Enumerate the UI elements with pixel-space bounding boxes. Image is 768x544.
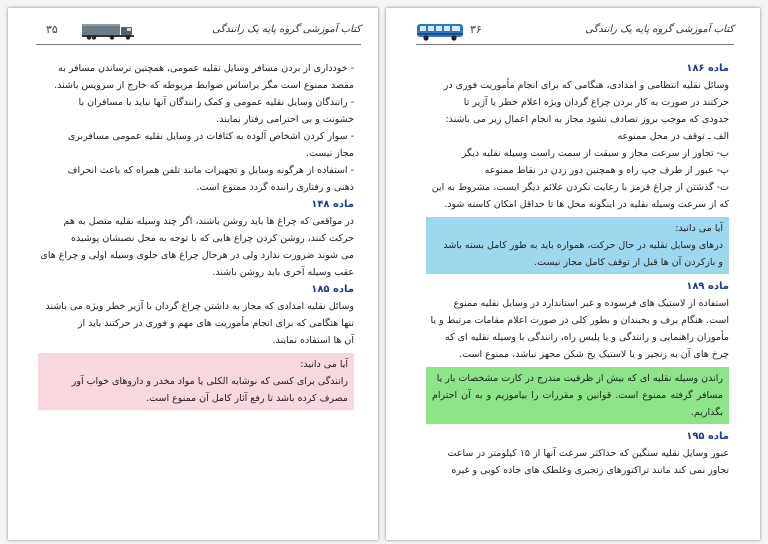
- text-line: رانندگی برای کسی که نوشابه الکلی یا مواد مخدر و داروهای خواب آور: [71, 376, 348, 387]
- page-number: ۳۵: [46, 23, 58, 36]
- text-line: حرکت کنند، روشن کردن چراغ هایی که با توجه به محل نصبشان پوشیده: [70, 233, 354, 244]
- left-page: [8, 8, 378, 540]
- header-rule: [416, 44, 734, 45]
- text-line: درهای وسایل نقلیه در حال حرکت، همواره باید به طور کامل بسته باشد: [443, 240, 723, 251]
- text-line: می شوند ضرورت ندارد ولی در هرحال چراغ های جلوی وسیله اولی و چراغ های: [40, 250, 354, 261]
- text-line: است. هنگام برف و یخبندان و بطور کلی در صورت اعلام مقامات مرتبط و یا: [430, 315, 729, 326]
- text-line: تجاوز نمی کند مانند تراکتورهای زنجیری وغلطک های جاده کوبی و غیره: [451, 465, 729, 476]
- text-line: مسافر گرفته ممنوع است. قوانین و مقررات را بیاموزیم و به آن احترام بگذاریم.: [432, 390, 723, 418]
- text-line: استفاده از لاستیک های فرسوده و غیر استاندارد در وسایل نقلیه ممنوع: [453, 298, 729, 309]
- text-line: - خودداری از بردن مسافر وسایل نقلیه عمومی، همچنین نرساندن مسافر به: [57, 63, 354, 74]
- right-page: [386, 8, 760, 540]
- page-header: [416, 20, 734, 44]
- text-line: حرکتند در صورت به کار بردن چراغ گردان ویژه اعلام خطر یا آژیر تا: [463, 97, 729, 108]
- did-you-know-box: [426, 217, 729, 274]
- truck-icon: [82, 22, 136, 44]
- page-body: [426, 60, 729, 479]
- text-line: که از سرعت وسیله نقلیه در اینگونه محل ها تا حداقل امکان کاسته شود.: [444, 199, 729, 210]
- text-line: وسائل نقلیه انتظامی و امدادی، هنگامی که برای انجام مأموریت فوری در: [443, 80, 729, 91]
- text-line: در مواقعی که چراغ ها باید روشن باشند، اگر چند وسیله نقلیه متصل به هم: [63, 216, 354, 227]
- text-line: - استفاده از هرگونه وسایل و تجهیزات مانند تلفن همراه که باعث انحراف: [67, 165, 354, 176]
- text-line: آن ها استفاده نمایند.: [272, 335, 354, 346]
- section-heading: ماده ۱۸۶: [686, 63, 729, 74]
- text-line: مجاز نیست.: [305, 148, 354, 159]
- text-line: چرخ های آن به زنجیر و یا لاستیک یخ شکن مجهز نباشد، ممنوع است.: [459, 349, 729, 360]
- text-line: و بازکردن آن ها قبل از توقف کامل مجاز نیست.: [534, 257, 723, 268]
- section-heading: ماده ۱۸۵: [311, 284, 354, 295]
- text-line: - سوار کردن اشخاص آلوده به کثافات در وسایل نقلیه عمومی مسافربری: [67, 131, 354, 142]
- text-line: تنها هنگامی که برای انجام مأموریت های مهم و فوری در حرکتند باید از: [77, 318, 354, 329]
- text-line: وسائل نقلیه امدادی که مجاز به داشتن چراغ گردان با آژیر خطر ویژه می باشند: [45, 301, 354, 312]
- section-heading: ماده ۱۸۹: [686, 281, 729, 292]
- header-rule: [36, 44, 361, 45]
- text-line: پ- عبور از طرف چپ راه و همچنین دور زدن در نقاط ممنوعه: [484, 165, 729, 176]
- text-line: ب- تجاوز از سرعت مجاز و سبقت از سمت راست وسیله نقلیه دیگر: [461, 148, 729, 159]
- note-title: آیا می دانید:: [675, 223, 723, 234]
- text-line: مصرف کرده باشد تا رفع آثار کامل آن ممنوع است.: [146, 393, 348, 404]
- highlight-box: [426, 367, 729, 424]
- text-line: مأموران راهنمایی و رانندگی و یا پلیس راه، رانندگی با وسیله نقلیه ای که: [444, 332, 729, 343]
- section-heading: ماده ۱۹۵: [686, 431, 729, 442]
- note-title: آیا می دانید:: [300, 359, 348, 370]
- text-line: الف ـ توقف در محل ممنوعه: [617, 131, 729, 142]
- page-header: [36, 20, 361, 44]
- bus-icon: [416, 22, 464, 46]
- header-title: کتاب آموزشی گروه پایه یک رانندگی: [585, 24, 734, 35]
- text-line: عبور وسایل نقلیه سنگین که حداکثر سرعت آنها از ۱۵ کیلومتر در ساعت: [447, 448, 729, 459]
- text-line: راندن وسیله نقلیه ای که بیش از ظرفیت مندرج در کارت مشخصات بار یا: [436, 373, 723, 384]
- text-line: ذهنی و رفتاری راننده گردد ممنوع است.: [196, 182, 354, 193]
- text-line: مقصد ممنوع است مگر براساس ضوابط مربوطه که خارج از سرویس باشند.: [54, 80, 354, 91]
- text-line: حدودی که موجب بروز تصادف نشود مجاز به انجام اعمال زیر می باشند:: [445, 114, 729, 125]
- header-title: کتاب آموزشی گروه پایه یک رانندگی: [212, 24, 361, 35]
- text-line: عقب وسیله آخری باید روشن باشند.: [212, 267, 354, 278]
- page-body: [38, 60, 354, 414]
- text-line: خشونت و بی احترامی رفتار نمایند.: [216, 114, 354, 125]
- did-you-know-box: [38, 353, 354, 410]
- text-line: ت- گذشتن از چراغ قرمز با رعایت نکردن علائم دیگر ایست، مشروط به این: [431, 182, 729, 193]
- section-heading: ماده ۱۴۸: [311, 199, 354, 210]
- page-number: ۳۶: [470, 23, 482, 36]
- text-line: - رانندگان وسایل نقلیه عمومی و کمک رانندگان آنها نباید با مسافران با: [78, 97, 354, 108]
